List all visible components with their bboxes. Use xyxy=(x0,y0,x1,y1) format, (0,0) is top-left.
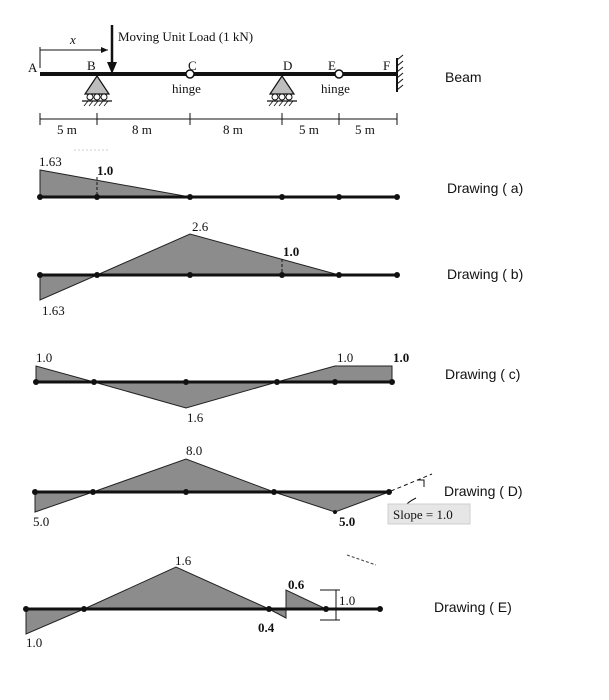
drawing-b-value-10: 1.0 xyxy=(283,244,300,259)
span-label-bc: 8 m xyxy=(132,122,152,137)
drawing-b xyxy=(37,219,523,318)
drawing-b-value-163: 1.63 xyxy=(42,303,65,318)
drawing-b-caption: Drawing ( b) xyxy=(447,266,524,282)
roller-support-b xyxy=(82,76,112,106)
beam-diagram xyxy=(28,25,482,137)
drawing-e xyxy=(23,553,512,650)
drawing-a xyxy=(37,154,523,200)
drawing-d-value-left: 5.0 xyxy=(33,514,50,529)
point-label-b: B xyxy=(87,58,96,73)
roller-support-d xyxy=(267,76,297,106)
smudge-dashes xyxy=(347,555,376,565)
load-label: Moving Unit Load (1 kN) xyxy=(118,29,254,44)
drawing-d-area-left xyxy=(35,492,93,512)
drawing-a-area xyxy=(40,170,190,197)
point-label-d: D xyxy=(283,58,293,73)
drawing-b-area-negative xyxy=(40,275,97,300)
drawing-c-area-left xyxy=(36,366,94,382)
drawing-c-value-left: 1.0 xyxy=(36,350,53,365)
drawing-d xyxy=(32,443,523,529)
drawing-d-slope-triangle xyxy=(417,480,424,487)
span-dimensions xyxy=(40,113,397,125)
drawing-c-value-right: 1.0 xyxy=(393,350,410,365)
drawing-d-caption: Drawing ( D) xyxy=(444,483,523,499)
drawing-c-value-16: 1.6 xyxy=(187,410,204,425)
drawing-b-area-positive xyxy=(97,234,339,275)
span-label-ab: 5 m xyxy=(57,122,77,137)
drawing-a-value-10: 1.0 xyxy=(97,163,114,178)
point-label-a: A xyxy=(28,60,38,75)
drawing-e-value-10-left: 1.0 xyxy=(26,635,43,650)
span-label-cd: 8 m xyxy=(223,122,243,137)
drawing-d-slope-label: Slope = 1.0 xyxy=(393,507,453,522)
drawing-c-value-mid: 1.0 xyxy=(337,350,354,365)
drawing-e-value-06: 0.6 xyxy=(288,577,305,592)
drawing-e-value-16: 1.6 xyxy=(175,553,192,568)
drawing-d-slope-line xyxy=(391,474,432,491)
drawing-d-value-80: 8.0 xyxy=(186,443,203,458)
drawing-c-caption: Drawing ( c) xyxy=(445,366,521,382)
drawing-c xyxy=(33,350,520,425)
drawing-e-caption: Drawing ( E) xyxy=(434,599,512,615)
drawing-c-area-middle xyxy=(94,382,277,408)
drawing-b-value-26: 2.6 xyxy=(192,219,209,234)
drawing-e-value-10-right: 1.0 xyxy=(339,593,356,608)
drawing-d-area-right xyxy=(274,492,389,512)
drawing-e-area-left xyxy=(26,609,84,634)
point-label-e: E xyxy=(328,58,336,73)
point-label-c: C xyxy=(188,58,197,73)
span-label-ef: 5 m xyxy=(355,122,375,137)
span-label-de: 5 m xyxy=(299,122,319,137)
drawing-e-dimension-bracket xyxy=(320,590,340,620)
drawing-e-value-04: 0.4 xyxy=(258,620,275,635)
hinge-label-c: hinge xyxy=(172,81,201,96)
hinge-label-e: hinge xyxy=(321,81,350,96)
drawing-a-caption: Drawing ( a) xyxy=(447,180,524,196)
beam-caption: Beam xyxy=(445,69,482,85)
drawing-a-value-163: 1.63 xyxy=(39,154,62,169)
x-dim-label: x xyxy=(70,32,76,47)
drawing-d-area-middle xyxy=(93,459,274,492)
x-dim-arrowhead xyxy=(101,47,108,53)
drawing-e-area-right xyxy=(286,590,326,609)
drawing-d-value-right: 5.0 xyxy=(339,514,356,529)
drawing-e-area-middle xyxy=(84,567,269,609)
hinge-e xyxy=(335,70,343,78)
point-label-f: F xyxy=(383,58,391,73)
